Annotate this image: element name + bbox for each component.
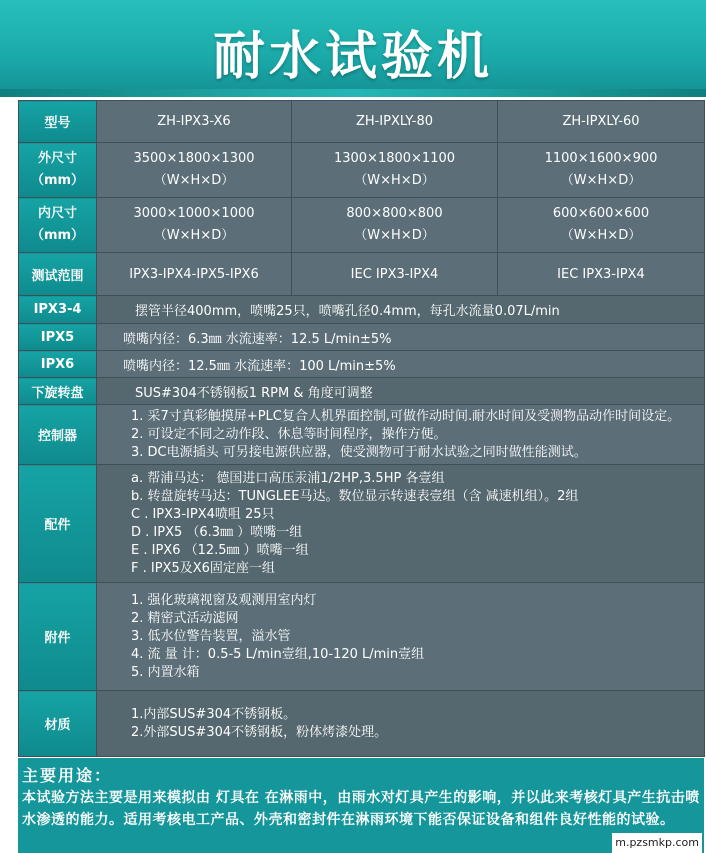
row-label xyxy=(19,143,97,198)
range-cell-3: IEC IPX3-IPX4 xyxy=(498,253,705,296)
row-label: 材质 xyxy=(19,691,97,757)
list-item: 1. 强化玻璃视窗及观测用室内灯 xyxy=(131,592,317,608)
row-label: 下旋转盘 xyxy=(19,378,97,405)
banner-strip xyxy=(0,89,706,97)
dimension-unit: （W×H×D） xyxy=(354,173,435,188)
dimension-unit: （W×H×D） xyxy=(560,228,642,243)
list-item: 3. 低水位警告装置，溢水管 xyxy=(131,628,291,644)
row-model xyxy=(19,101,705,143)
row-label: 配件 xyxy=(19,465,97,583)
label-unit: （mm） xyxy=(30,173,85,188)
row-turntable xyxy=(19,378,705,405)
list-item: 1. 采7寸真彩触摸屏+PLC复合人机界面控制,可做作动时间.耐水时间及受测物品动作时间设定。 xyxy=(131,408,681,424)
list-item: 2. 精密式活动滤网 xyxy=(131,610,239,626)
row-ipx6 xyxy=(19,351,705,378)
dimension-unit: （W×H×D） xyxy=(153,173,235,188)
row-controller xyxy=(19,405,705,465)
range-cell-1: IPX3-IPX4-IPX5-IPX6 xyxy=(97,253,292,296)
ipx34-value: 摆管半径400mm，喷嘴25只，喷嘴孔径0.4mm，每孔水流量0.07L/min xyxy=(97,296,705,324)
outer-cell-2 xyxy=(292,143,498,198)
list-item: 2. 可设定不同之动作段、休息等时间程序，操作方便。 xyxy=(131,426,447,442)
turntable-value: SUS#304不锈钢板1 RPM & 角度可调整 xyxy=(97,378,705,405)
title-banner xyxy=(0,0,706,97)
ipx6-value: 喷嘴内径：12.5㎜ 水流速率：100 L/min±5% xyxy=(97,351,705,378)
dimension-value: 3000×1000×1000 xyxy=(133,206,255,221)
dimension-value: 600×600×600 xyxy=(552,206,650,221)
usage-heading: 主要用途： xyxy=(22,766,113,785)
list-item: D . IPX5 （6.3㎜ ）喷嘴一组 xyxy=(131,524,303,540)
model-cell-1: ZH-IPX3-X6 xyxy=(97,101,292,143)
row-label: IPX5 xyxy=(19,324,97,351)
dimension-unit: （W×H×D） xyxy=(354,228,435,243)
list-item: 4. 流 量 计：0.5-5 L/min壹组,10-120 L/min壹组 xyxy=(131,646,425,662)
list-item: 5. 内置水箱 xyxy=(131,664,200,680)
accessories-list xyxy=(97,583,705,691)
row-accessories xyxy=(19,583,705,691)
watermark-url: m.pzsmkp.com xyxy=(612,833,702,853)
row-label: 控制器 xyxy=(19,405,97,465)
label-unit: （mm） xyxy=(30,228,85,243)
dimension-value: 3500×1800×1300 xyxy=(133,151,255,166)
row-label xyxy=(19,198,97,253)
list-item: 1.内部SUS#304不锈钢板。 xyxy=(131,706,297,722)
row-outer-size xyxy=(19,143,705,198)
range-cell-2: IEC IPX3-IPX4 xyxy=(292,253,498,296)
inner-cell-2 xyxy=(292,198,498,253)
row-material xyxy=(19,691,705,757)
row-ipx34 xyxy=(19,296,705,324)
row-label: IPX6 xyxy=(19,351,97,378)
row-label: 附件 xyxy=(19,583,97,691)
row-ipx5 xyxy=(19,324,705,351)
spec-table xyxy=(18,100,705,757)
row-inner-size xyxy=(19,198,705,253)
list-item: b. 转盘旋转马达：TUNGLEE马达。数位显示转速表壹组（含 减速机组）。2组 xyxy=(131,488,579,504)
dimension-unit: （W×H×D） xyxy=(153,228,235,243)
dimension-value: 1100×1600×900 xyxy=(544,151,658,166)
parts-list xyxy=(97,465,705,583)
row-label: 测试范围 xyxy=(19,253,97,296)
row-label: IPX3-4 xyxy=(19,296,97,324)
row-parts xyxy=(19,465,705,583)
page-title: 耐水试验机 xyxy=(212,27,493,87)
list-item: F . IPX5及X6固定座一组 xyxy=(131,560,275,576)
inner-cell-3 xyxy=(498,198,705,253)
usage-text: 本试验方法主要是用来模拟由 灯具在 在淋雨中，由雨水对灯具产生的影响，并以此来考核灯具产生抗击喷水渗透的能力。适用考核电工产品、外壳和密封件在淋雨环境下能否保证设备和组件良好性能的试验。 xyxy=(22,790,700,828)
label-line: 外尺寸 xyxy=(37,151,77,166)
list-item: C . IPX3-IPX4喷咀 25只 xyxy=(131,506,275,522)
outer-cell-1 xyxy=(97,143,292,198)
dimension-value: 800×800×800 xyxy=(346,206,443,221)
list-item: 2.外部SUS#304不锈钢板，粉体烤漆处理。 xyxy=(131,724,388,740)
list-item: E . IPX6 （12.5㎜ ）喷嘴一组 xyxy=(131,542,309,558)
ipx5-value: 喷嘴内径：6.3㎜ 水流速率：12.5 L/min±5% xyxy=(97,324,705,351)
model-cell-3: ZH-IPXLY-60 xyxy=(498,101,705,143)
list-item: 3. DC电源插头 可另接电源供应器，使受测物可于耐水试验之同时做性能测试。 xyxy=(131,444,587,460)
outer-cell-3 xyxy=(498,143,705,198)
row-label: 型号 xyxy=(19,101,97,143)
list-item: a. 帮浦马达： 德国进口高压汞浦1/2HP,3.5HP 各壹组 xyxy=(131,470,445,486)
label-line: 内尺寸 xyxy=(37,206,77,221)
row-test-range xyxy=(19,253,705,296)
dimension-unit: （W×H×D） xyxy=(560,173,642,188)
controller-list xyxy=(97,405,705,465)
material-list xyxy=(97,691,705,757)
dimension-value: 1300×1800×1100 xyxy=(333,151,456,166)
inner-cell-1 xyxy=(97,198,292,253)
model-cell-2: ZH-IPXLY-80 xyxy=(292,101,498,143)
usage-section xyxy=(18,758,704,853)
